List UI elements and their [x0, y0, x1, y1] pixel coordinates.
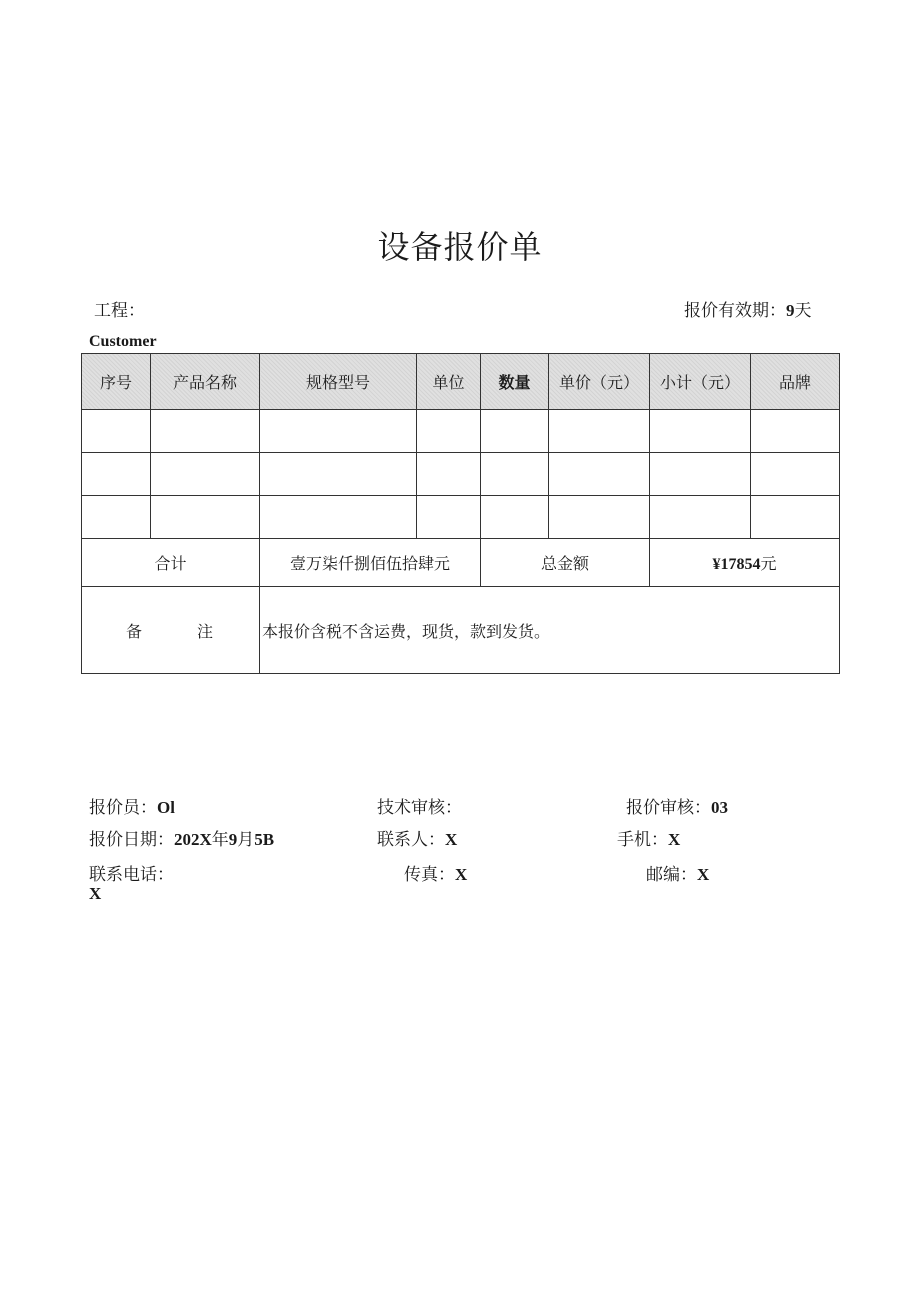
- validity: [684, 296, 812, 321]
- quote-review-value: 03: [711, 798, 728, 817]
- table-cell: [481, 410, 549, 453]
- total-amount-unit: 元: [760, 554, 777, 573]
- table-cell: [82, 453, 151, 496]
- quote-date: [89, 825, 274, 850]
- table-cell: [82, 410, 151, 453]
- header-index: 序号: [82, 354, 151, 410]
- table-cell: [417, 410, 481, 453]
- table-cell: [151, 496, 260, 539]
- table-cell: [650, 410, 751, 453]
- remarks-text: 本报价含税不含运费，现货，款到发货。: [260, 587, 840, 674]
- amount-in-words: 壹万柒仟捌佰伍拾肆元: [260, 539, 481, 587]
- table-cell: [650, 496, 751, 539]
- total-row: [82, 539, 840, 587]
- header-brand: 品牌: [751, 354, 840, 410]
- validity-unit: 天: [794, 301, 812, 321]
- postcode-value: X: [697, 865, 710, 884]
- quote-table: [81, 353, 840, 674]
- mobile-value: X: [668, 830, 681, 849]
- quoter-label: 报价员：: [89, 798, 157, 818]
- quoter-value: Ol: [157, 798, 175, 817]
- postcode: [646, 860, 709, 885]
- header-unit: 单位: [417, 354, 481, 410]
- phone-value: X: [89, 884, 102, 903]
- table-row: [82, 453, 840, 496]
- contact-value: X: [445, 830, 458, 849]
- remarks-label: [82, 587, 260, 674]
- validity-value: 9: [786, 301, 795, 320]
- table-cell: [549, 453, 650, 496]
- quote-date-label: 报价日期：: [89, 830, 174, 850]
- table-cell: [417, 453, 481, 496]
- project-label: 工程：: [94, 301, 145, 321]
- quote-review: [626, 793, 728, 818]
- customer-label: Customer: [89, 333, 157, 350]
- phone-label: 联系电话：: [89, 865, 174, 885]
- table-cell: [751, 410, 840, 453]
- quote-date-year-unit: 年: [211, 830, 229, 850]
- table-cell: [260, 410, 417, 453]
- tech-review-label: 技术审核：: [377, 798, 462, 818]
- remarks-label-right: 注: [196, 621, 213, 641]
- table-cell: [751, 453, 840, 496]
- contact: [377, 825, 457, 850]
- header-unit-price: 单价（元）: [549, 354, 650, 410]
- validity-label: 报价有效期：: [684, 301, 786, 321]
- total-amount-value: ¥17854: [712, 556, 761, 573]
- table-cell: [82, 496, 151, 539]
- table-cell: [151, 453, 260, 496]
- table-cell: [481, 453, 549, 496]
- postcode-label: 邮编：: [646, 865, 697, 885]
- tech-review: [377, 793, 462, 818]
- remarks-label-left: 备: [126, 621, 143, 641]
- total-label: 合计: [82, 539, 260, 587]
- mobile-label: 手机：: [617, 830, 668, 850]
- quote-date-month: 9: [228, 830, 238, 849]
- table-cell: [417, 496, 481, 539]
- remarks-row: [82, 587, 840, 674]
- quote-date-month-unit: 月: [237, 830, 255, 850]
- fax-value: X: [455, 865, 468, 884]
- table-cell: [481, 496, 549, 539]
- table-cell: [549, 410, 650, 453]
- header-spec-model: 规格型号: [260, 354, 417, 410]
- quote-date-day: 5B: [254, 830, 275, 849]
- quoter: [89, 793, 175, 818]
- header-quantity: 数量: [481, 354, 549, 410]
- table-cell: [751, 496, 840, 539]
- header-product-name: 产品名称: [151, 354, 260, 410]
- total-amount: [650, 539, 840, 587]
- table-cell: [260, 496, 417, 539]
- contact-label: 联系人：: [377, 830, 445, 850]
- header-subtotal: 小计（元）: [650, 354, 751, 410]
- quote-date-year: 202X: [174, 830, 212, 849]
- table-cell: [650, 453, 751, 496]
- page-title: 设备报价单: [377, 228, 543, 266]
- mobile: [617, 825, 680, 850]
- table-row: [82, 410, 840, 453]
- fax-label: 传真：: [404, 865, 455, 885]
- total-amount-label: 总金额: [481, 539, 650, 587]
- table-cell: [151, 410, 260, 453]
- quote-review-label: 报价审核：: [626, 798, 711, 818]
- table-header-row: [82, 354, 840, 410]
- table-cell: [549, 496, 650, 539]
- table-cell: [260, 453, 417, 496]
- table-row: [82, 496, 840, 539]
- fax: [404, 860, 467, 885]
